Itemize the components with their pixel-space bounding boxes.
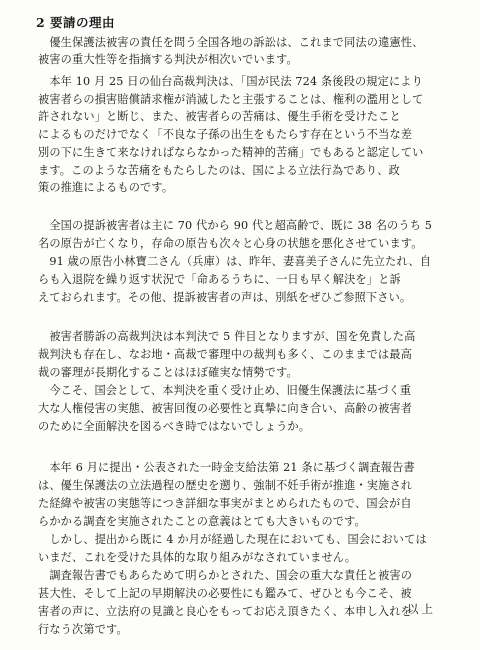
body-line: えておられます。その他、提訴被害者の声は、別紙をぜひご参照下さい。 [38,291,412,304]
body-line: た経緯や被害の実態等につき詳細な事実がまとめられたもので、国会が自 [38,497,412,510]
body-line: 今こそ、国会として、本判決を重く受け止め、旧優生保護法に基づく重 [38,384,412,397]
body-line: しかし、提出から既に 4 か月が経過した現在においても、国会においては [38,533,427,546]
body-line: らも入退院を繰り返す状況で「命あるうちに、一日も早く解決を」と訴 [38,273,401,286]
body-line: は、優生保護法の立法過程の歴史を遡り、強制不妊手術が推進・実施され [38,479,413,492]
closing-mark: 以上 [407,602,436,616]
body-line: らかかる調査を実施されたことの意義はとても大きいものです。 [38,515,366,528]
body-line: 裁判決も存在し、なお地・高裁で審理中の裁判も多く、このままでは最高 [38,348,412,361]
body-line: 許されない」と断じ、また、被害者らの苦痛は、優生手術を受けたこと [38,110,401,123]
body-line: 91 歳の原告小林寶二さん（兵庫）は、昨年、妻喜美子さんに先立たれ、自 [38,255,432,268]
body-line: いまだ、これを受けた具体的な取り組みがなされていません。 [38,551,357,564]
body-line: によるものだけでなく「不良な子孫の出生をもたらす存在という不当な差 [38,128,413,141]
body-line: 別の下に生きて来なければならなかった精神的苦痛」でもあると認定してい [38,146,424,159]
body-line: 全国の提訴被害者は主に 70 代から 90 代と超高齢で、既に 38 名のうち 5 [38,219,433,232]
body-line: 被害者勝訴の高裁判決は本判決で 5 件目となりますが、国を免責した高 [38,330,416,343]
body-line: 害者の声に、立法府の見識と良心をもってお応え頂きたく、本申し入れを [38,605,412,618]
body-line: 優生保護法被害の責任を問う全国各地の訴訟は、これまで同法の違憲性、 [38,36,424,49]
body-line: ます。このような苦痛をもたらしたのは、国による立法行為であり、政 [38,164,400,177]
body-line: 本年 10 月 25 日の仙台高裁判決は、「国が民法 724 条後段の規定により [38,75,423,88]
body-line: 本年 6 月に提出・公表された一時金支給法第 21 条に基づく調査報告書 [38,461,415,474]
body-line: 調査報告書でもあらためて明らかとされた、国会の重大な責任と被害の [38,569,413,582]
body-line: 策の推進によるものです。 [38,181,174,194]
body-line: のために全面解決を図るべき時ではないでしょうか。 [38,420,311,433]
body-line: 大な人権侵害の実態、被害回復の必要性と真摯に向き合い、高齢の被害者 [38,402,413,415]
body-line: 裁の審理が長期化することはほぼ確実な情勢です。 [38,366,298,379]
body-line: 甚大性、そして上記の早期解決の必要性にも鑑みて、ぜひとも今こそ、被 [38,587,412,600]
body-line: 被害者らの損害賠償請求権が消滅したと主張することは、権利の濫用として [38,93,424,106]
body-line: 被害の重大性等を指摘する判決が相次いでいます。 [38,53,298,66]
body-line: 行なう次第です。 [38,623,128,636]
body-line: 名の原告が亡くなり，存命の原告も次々と心身の状態を悪化させています。 [38,237,423,250]
section-heading: 2 要請の理由 [36,15,116,30]
